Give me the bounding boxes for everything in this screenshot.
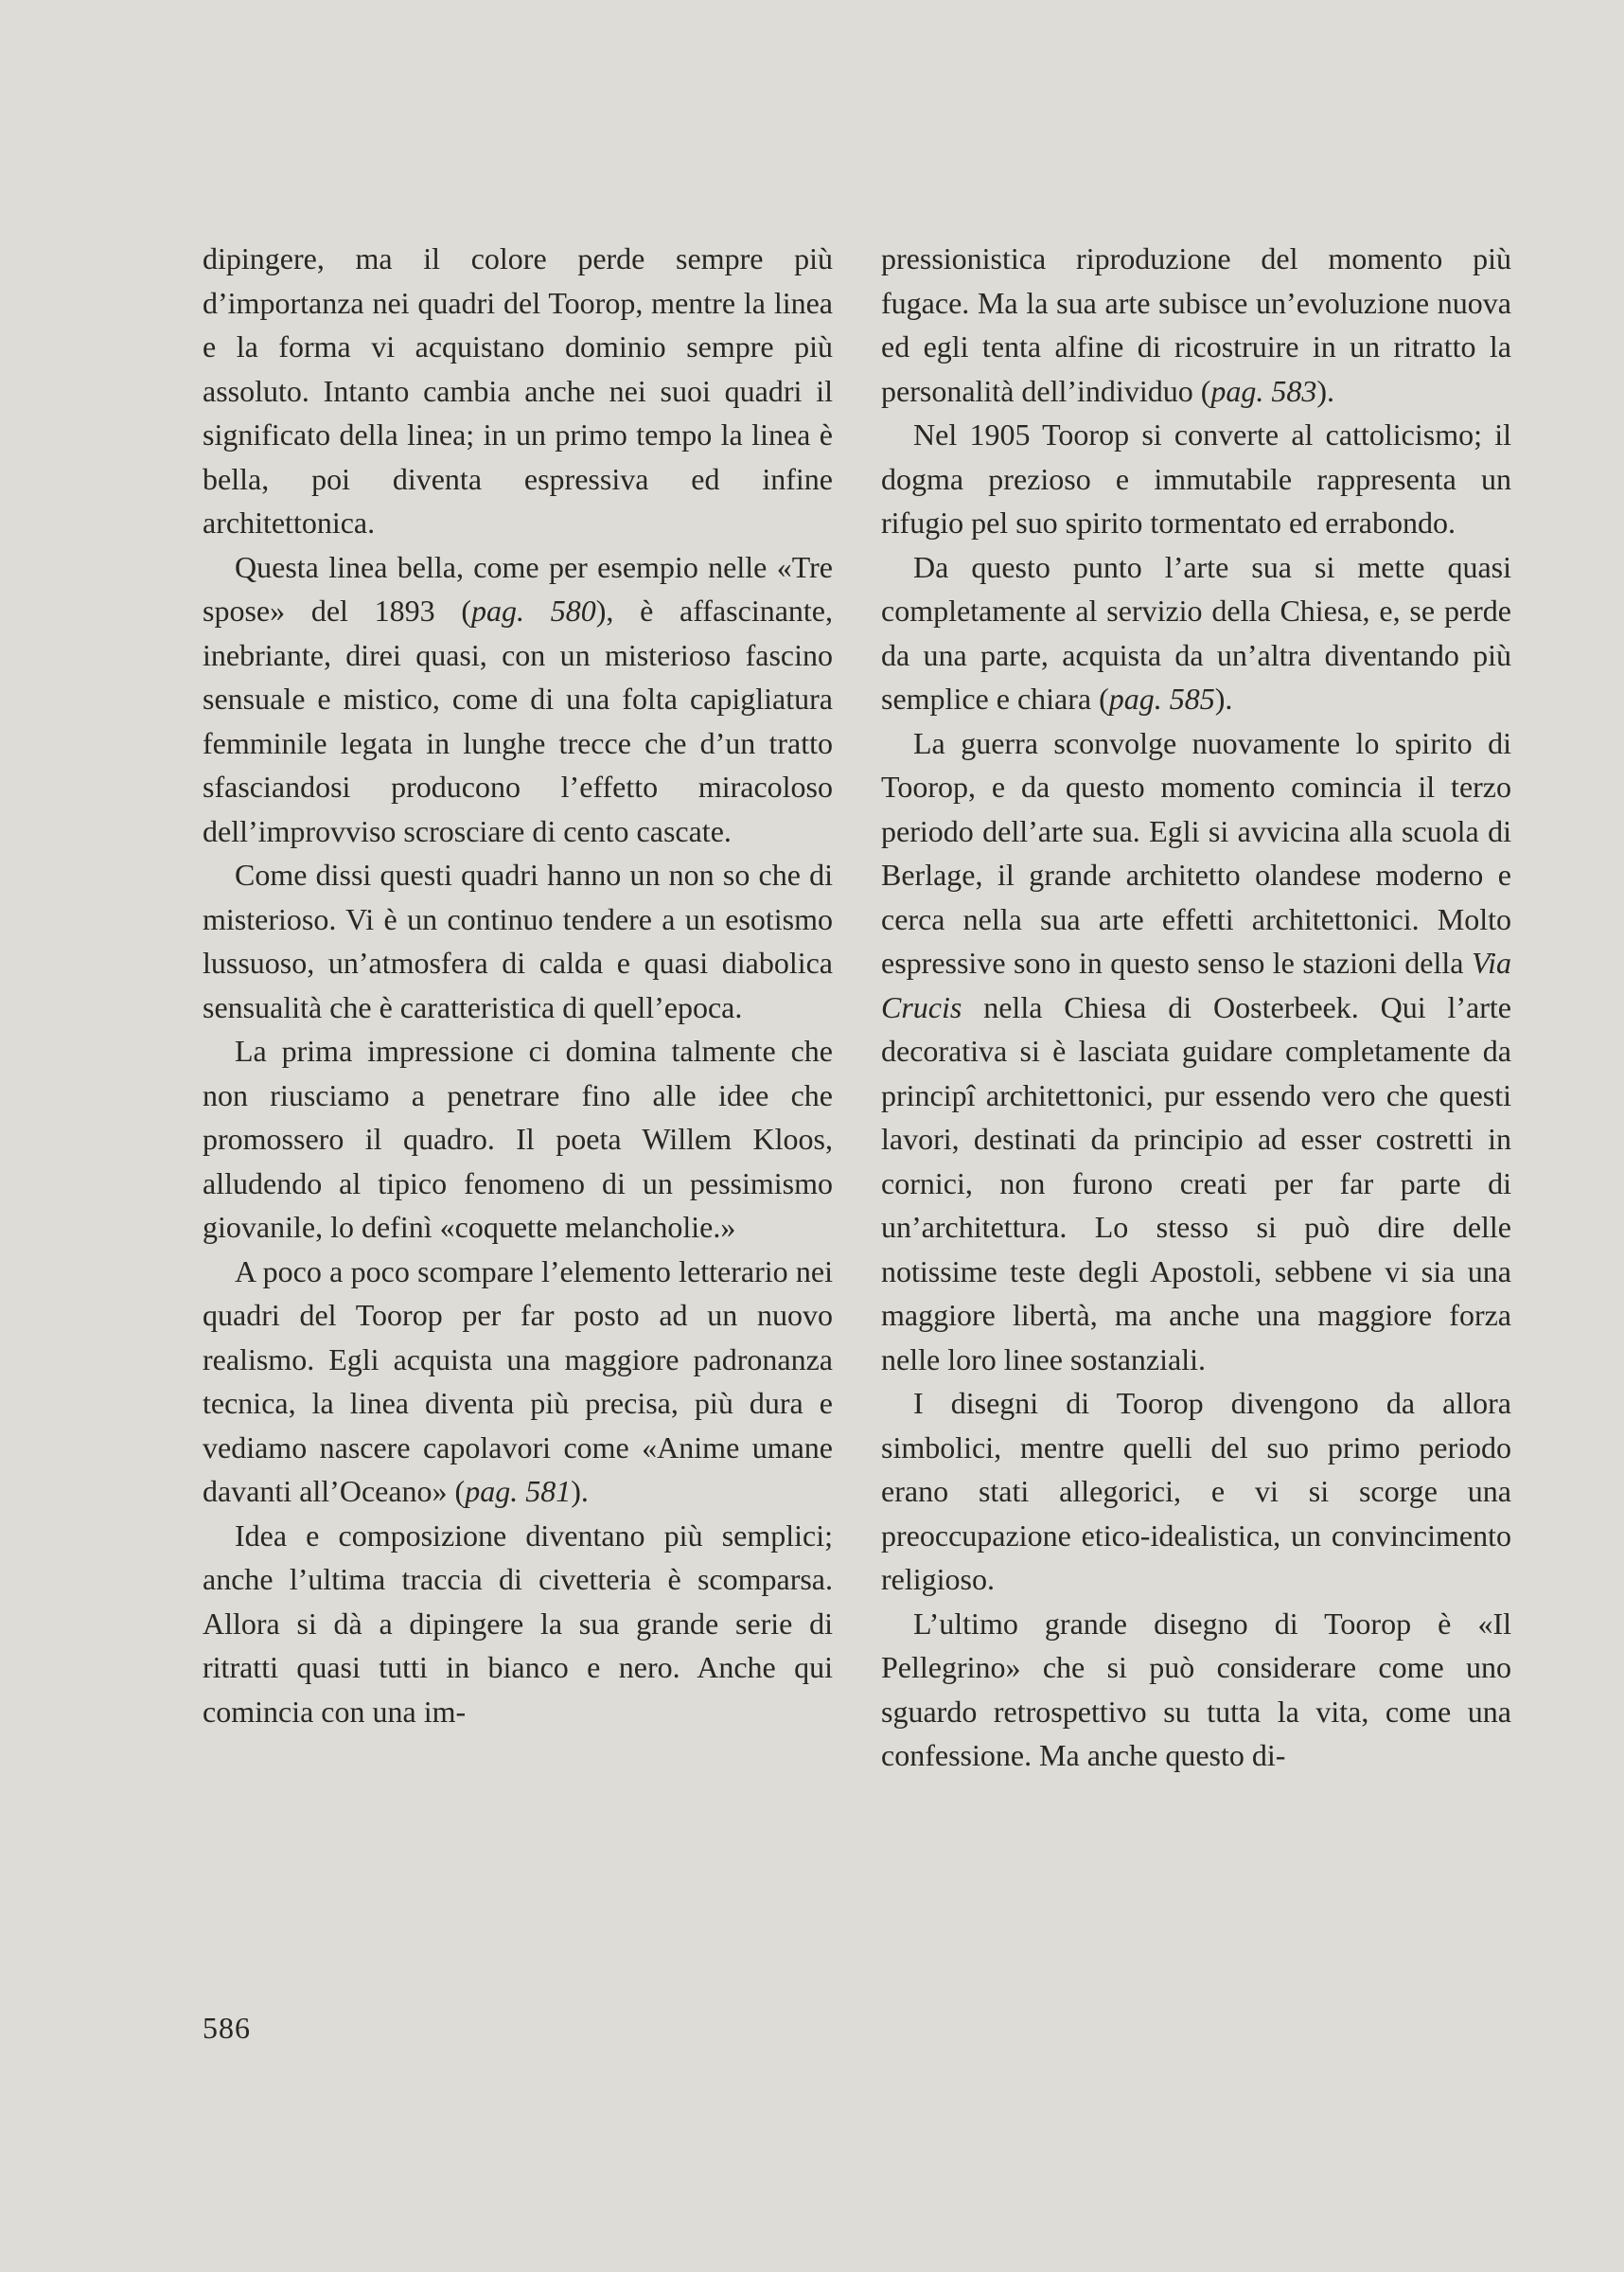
paragraph: Da questo punto l’arte sua si mette quasi completamente al servizio della Chiesa, e, se perde da una parte, acquista da un’altra diventando più semplice e chiara (pag. 585).	[881, 549, 1511, 716]
paragraph: pressionistica riproduzione del momento più fugace. Ma la sua arte subisce un’evoluzione nuova ed egli tenta alfine di ricostruire in un ritratto la personalità dell’individuo (pag. 583).	[881, 241, 1511, 408]
paragraph: Idea e composizione diventano più semplici; anche l’ultima traccia di civetteria è scomparsa. Allora si dà a dipingere la sua grande serie di ritratti quasi tutti in bianco e nero. Anche qui comincia con una im-	[203, 1518, 833, 1729]
paragraph: La guerra sconvolge nuovamente lo spirito di Toorop, e da questo momento comincia il terzo periodo dell’arte sua. Egli si avvicina alla scuola di Berlage, il grande architetto olandese moderno e cerca nella sua arte effetti architettonici. Molto espressive sono in questo senso le stazioni della Via Crucis nella Chiesa di Oosterbeek. Qui l’arte decorativa si è lasciata guidare completamente da principî architettonici, pur essendo vero che questi lavori, destinati da principio ad esser costretti in cornici, non furono creati per far parte di un’architettura. Lo stesso si può dire delle notissime teste degli Apostoli, sebbene vi sia una maggiore libertà, ma anche una maggiore forza nelle loro linee sostanziali.	[881, 725, 1511, 1376]
paragraph: I disegni di Toorop divengono da allora simbolici, mentre quelli del suo primo periodo erano stati allegorici, e vi si scorge una preoccupazione etico-idealistica, un convincimento religioso.	[881, 1386, 1511, 1596]
paragraph: A poco a poco scompare l’elemento letterario nei quadri del Toorop per far posto ad un nuovo realismo. Egli acquista una maggiore padronanza tecnica, la linea diventa più precisa, più dura e vediamo nascere capolavori come «Anime umane davanti all’Oceano» (pag. 581).	[203, 1253, 833, 1508]
page-reference: pag. 580	[471, 594, 596, 628]
text-column-left	[203, 237, 833, 1733]
artwork-title: Via Crucis	[881, 946, 1511, 1024]
paragraph: dipingere, ma il colore perde sempre più d’importanza nei quadri del Toorop, mentre la linea e la forma vi acquistano dominio sempre più assoluto. Intanto cambia anche nei suoi quadri il significato della linea; in un primo tempo la linea è bella, poi diventa espressiva ed infine architettonica.	[203, 241, 833, 540]
page-reference: pag. 585	[1108, 682, 1215, 716]
text-column-right	[881, 237, 1511, 1778]
page-reference: pag. 581	[465, 1474, 572, 1508]
paragraph: Questa linea bella, come per esempio nelle «Tre spose» del 1893 (pag. 580), è affascinante, inebriante, direi quasi, con un misterioso fascino sensuale e mistico, come di una folta capigliatura femminile legata in lunghe trecce che d’un tratto sfasciandosi producono l’effetto miracoloso dell’improvviso scrosciare di cento cascate.	[203, 549, 834, 848]
page-reference: pag. 583	[1210, 373, 1317, 408]
paragraph: Come dissi questi quadri hanno un non so che di misterioso. Vi è un continuo tendere a un esotismo lussuoso, un’atmosfera di calda e quasi diabolica sensualità che è caratteristica di quell’epoca.	[203, 858, 833, 1024]
paragraph: Nel 1905 Toorop si converte al cattolicismo; il dogma prezioso e immutabile rappresenta un rifugio pel suo spirito tormentato ed errabondo.	[881, 417, 1511, 540]
page-number: 586	[203, 2011, 251, 2045]
paragraph: La prima impressione ci domina talmente che non riusciamo a penetrare fino alle idee che promossero il quadro. Il poeta Willem Kloos, alludendo al tipico fenomeno di un pessimismo giovanile, lo definì «coquette melancholie.»	[203, 1034, 833, 1244]
paragraph: L’ultimo grande disegno di Toorop è «Il Pellegrino» che si può considerare come uno sguardo retrospettivo su tutta la vita, come una confessione. Ma anche questo di-	[881, 1606, 1511, 1772]
